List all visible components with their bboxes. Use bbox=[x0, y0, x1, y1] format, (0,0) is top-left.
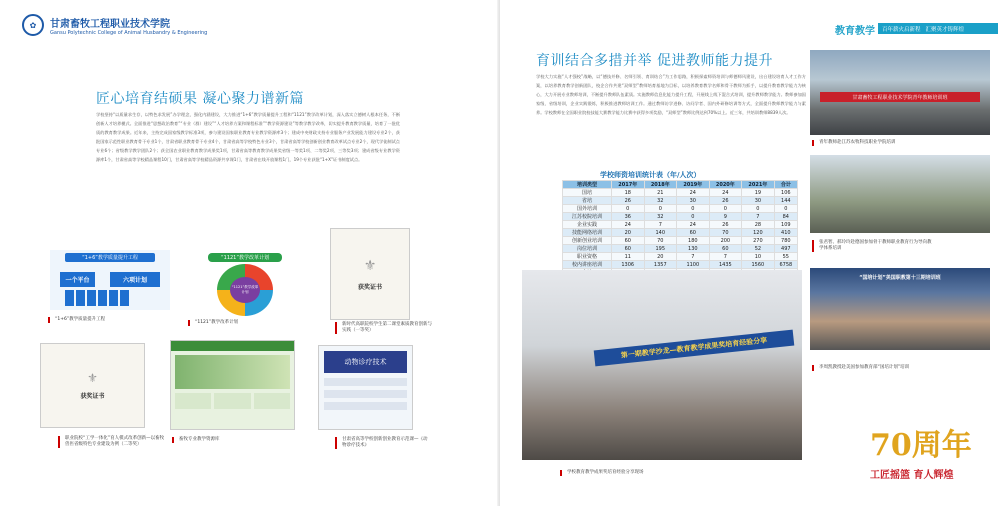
table-header-cell: 2017年 bbox=[611, 181, 644, 189]
table-cell: 200 bbox=[709, 237, 742, 245]
caption-fig2: “1121”教学改革计划 bbox=[188, 320, 298, 326]
table-cell: 24 bbox=[709, 189, 742, 197]
table-cell: 0 bbox=[677, 213, 710, 221]
table-row bbox=[563, 237, 798, 245]
caption-fig6: 甘肃省高等学校创新创业教育示范课—《动物诊疗技术》 bbox=[335, 437, 430, 449]
right-page bbox=[500, 0, 1000, 506]
table-cell: 职业资格 bbox=[563, 253, 612, 261]
table-cell: 32 bbox=[644, 197, 677, 205]
table-cell: 106 bbox=[774, 189, 797, 197]
table-cell: 企业实践 bbox=[563, 221, 612, 229]
photo3-banner: “国培计划”美国职教第十三期培训班 bbox=[859, 275, 941, 281]
table-cell: 10 bbox=[742, 253, 775, 261]
table-cell: 6758 bbox=[774, 261, 797, 269]
table-row bbox=[563, 221, 798, 229]
table-row bbox=[563, 205, 798, 213]
table-cell: 0 bbox=[677, 205, 710, 213]
emblem-icon: ⚜ bbox=[87, 371, 98, 385]
anniversary-slogan: 工匠摇篮 育人辉煌 bbox=[870, 470, 954, 481]
table-cell: 7 bbox=[742, 213, 775, 221]
table-header-cell: 2018年 bbox=[644, 181, 677, 189]
table-header-cell: 2019年 bbox=[677, 181, 710, 189]
table-cell: 0 bbox=[644, 205, 677, 213]
table-cell: 84 bbox=[774, 213, 797, 221]
table-cell: 24 bbox=[677, 189, 710, 197]
certificate-1-title: 获奖证书 bbox=[357, 283, 382, 291]
header-tag-1: 百年薪火启新程 bbox=[882, 26, 921, 33]
table-cell: 26 bbox=[709, 221, 742, 229]
right-paragraph: 学校大力实施“人才强校”战略，以“德技并修、名师引领、育训结合”为工作思路，积极探索师资培训与师德师风建设，出台建设培育人才工作方案，以培养教育教学创新团队，校企合作共建“双师型”教师培育基地为目标，以培养教育教学名师和骨干教师为抓手，以提升教育教学能力为核心，大力开展专业教师培训，不断提升教师队伍素质。实施教师信息化能力提升工程，开展线上线下混合式培训，提升教师教学能力。教师参加国家级、省级培训，企业实践锻炼，积极推进教师培训工作。通过教师访学进修、访问学者、国内外研修培训等方式，全面提升教师教学能力与素养。学校教师在全国职业院校技能大赛教学能力比赛中获得多项奖励，“双师型”教师比例达到70%以上。近三年，共培训教师8839人次。 bbox=[536, 74, 806, 115]
table-cell: 0 bbox=[774, 205, 797, 213]
table-cell: 32 bbox=[644, 213, 677, 221]
school-logo bbox=[22, 14, 207, 36]
table-row bbox=[563, 189, 798, 197]
school-name: 甘肃畜牧工程职业技术学院 bbox=[50, 18, 170, 30]
table-header-cell: 培训类型 bbox=[563, 181, 612, 189]
photo1-banner: 甘肃畜牧工程职业技术学院青年教师培训班 bbox=[820, 92, 980, 102]
table-cell: 180 bbox=[677, 237, 710, 245]
photo-germany-training bbox=[810, 155, 990, 233]
left-paragraph: 学校坚持“以质量求生存，以特色求发展”办学理念，强化内涵建设，大力推进“1+6”教学质量提升工程和“1121”教学改革计划，深入落实立德树人根本任务，不断创新人才培养模式。全面推进“思想政治教育”“专业（群）建设”“人才培养方案和课程标准”“教学资源建设”等教学教学改革，切实提升教育教学质量，培育了一批优质的教育教学成果。近年来，主持完成国家级教学标准3项，参与建设国家职业教育专业教学资源库3个；建成中央财政支持专业服务产业发展能力建设专业2个，获批国家示范性职业教育骨干专业1个，甘肃省职业教育骨干专业4个，甘肃省高等学校特色专业3个，甘肃省高等学校创新创业教育改革试点专业2个，现代学徒制试点专业6个；省级教学教学团队2个；获全国农业职业教育教学成果奖1项，甘肃省高等教育教学成果奖省级一等奖1项、二等奖2项、三等奖3项；建成省级专业教学资源库1个，甘肃省高等学校精品课程10门，甘肃省高等学校精品资源共享课1门，甘肃省在线开放课程1门，19个专业获批“1+X”证书制度试点。 bbox=[96, 112, 400, 162]
table-cell: 52 bbox=[742, 245, 775, 253]
table-cell: 18 bbox=[611, 189, 644, 197]
emblem-icon: ⚜ bbox=[363, 257, 377, 274]
table-cell: 109 bbox=[774, 221, 797, 229]
table-cell: 校内讲座培训 bbox=[563, 261, 612, 269]
certificate-2-title: 获奖证书 bbox=[80, 393, 105, 400]
table-cell: 780 bbox=[774, 237, 797, 245]
caption-fig5: 畜牧专业教学资源库 bbox=[172, 437, 267, 443]
table-cell: 技能网络培训 bbox=[563, 229, 612, 237]
table-row bbox=[563, 253, 798, 261]
figure-box-platform: 一个平台 bbox=[60, 272, 95, 287]
table-cell: 60 bbox=[611, 237, 644, 245]
table-header-cell: 2020年 bbox=[709, 181, 742, 189]
table-cell: 9 bbox=[709, 213, 742, 221]
table-cell: 24 bbox=[677, 221, 710, 229]
photo4-banner: 第一期教学沙龙—教育教学成果奖培育经验分享 bbox=[594, 330, 795, 367]
table-cell: 30 bbox=[677, 197, 710, 205]
table-cell: 19 bbox=[742, 189, 775, 197]
right-section-title: 育训结合多措并举 促进教师能力提升 bbox=[536, 53, 773, 69]
table-row bbox=[563, 245, 798, 253]
table-header-cell: 2021年 bbox=[742, 181, 775, 189]
course-screenshot bbox=[318, 345, 413, 430]
resource-library-screenshot bbox=[170, 340, 295, 430]
table-cell: 1306 bbox=[611, 261, 644, 269]
table-row bbox=[563, 229, 798, 237]
figure-1121 bbox=[190, 250, 300, 318]
caption-photo1: 青年教师赴江苏农牧科技职业学院培训 bbox=[812, 140, 992, 146]
table-cell: 0 bbox=[709, 205, 742, 213]
table-cell: 1560 bbox=[742, 261, 775, 269]
table-cell: 20 bbox=[644, 253, 677, 261]
table-cell: 70 bbox=[644, 237, 677, 245]
header-label: 教育教学 bbox=[835, 26, 875, 37]
table-cell: 7 bbox=[677, 253, 710, 261]
table-cell: 1100 bbox=[677, 261, 710, 269]
anniversary-number: 70周年 bbox=[870, 428, 972, 463]
caption-photo2: 张君智、郝玲玲赴德国参加骨干教师职业教育行为导向教学体系培训 bbox=[812, 240, 932, 252]
school-emblem-icon: ✿ bbox=[22, 14, 44, 36]
table-row bbox=[563, 213, 798, 221]
table-cell: 7 bbox=[709, 253, 742, 261]
table-cell: 0 bbox=[742, 205, 775, 213]
photo-teaching-salon bbox=[522, 270, 802, 460]
table-cell: 28 bbox=[742, 221, 775, 229]
caption-photo4: 学校教育教学成果奖培育经验分享现场 bbox=[560, 470, 720, 476]
table-cell: 1357 bbox=[644, 261, 677, 269]
table-title: 学校师资培训统计表（年/人次） bbox=[600, 171, 701, 179]
photo-us-training bbox=[810, 268, 990, 350]
table-cell: 创新创业培训 bbox=[563, 237, 612, 245]
caption-fig3: 新时代高职院校学生第二课堂素质教育创新与实践（一等奖） bbox=[335, 322, 435, 334]
table-cell: 144 bbox=[774, 197, 797, 205]
table-cell: 60 bbox=[611, 245, 644, 253]
certificate-2 bbox=[40, 343, 145, 428]
left-section-title: 匠心培育结硕果 凝心聚力谱新篇 bbox=[96, 91, 304, 107]
photo-group-training bbox=[810, 50, 990, 135]
school-name-en: Gansu Polytechnic College of Animal Husbandry & Engineering bbox=[50, 29, 208, 36]
table-cell: 410 bbox=[774, 229, 797, 237]
table-cell: 497 bbox=[774, 245, 797, 253]
table-row bbox=[563, 261, 798, 269]
table-cell: 1435 bbox=[709, 261, 742, 269]
table-cell: 120 bbox=[742, 229, 775, 237]
table-cell: 20 bbox=[611, 229, 644, 237]
table-cell: 195 bbox=[644, 245, 677, 253]
training-stats-table bbox=[562, 180, 798, 277]
caption-fig4: 职业院校“工学一体化”育人模式改革创新—以畜牧兽医省级特色专业建设为例（二等奖） bbox=[58, 436, 168, 448]
table-cell: 130 bbox=[677, 245, 710, 253]
table-header-row bbox=[563, 181, 798, 189]
header-tag-2: 汇聚英才铸辉煌 bbox=[925, 26, 965, 33]
figure-1121-title: “1121”教学改革计划 bbox=[208, 253, 282, 262]
table-cell: 省培 bbox=[563, 197, 612, 205]
course-banner: 动物诊疗技术 bbox=[324, 351, 407, 373]
table-cell: 36 bbox=[611, 213, 644, 221]
figure-1plus6 bbox=[50, 250, 170, 310]
table-cell: 30 bbox=[742, 197, 775, 205]
table-cell: 24 bbox=[611, 221, 644, 229]
caption-photo3: 李周凯教授赴美国参加教育部“国培计划”培训 bbox=[812, 365, 962, 371]
table-cell: 国外培训 bbox=[563, 205, 612, 213]
table-header-cell: 合计 bbox=[774, 181, 797, 189]
caption-fig1: “1+6”教学质量提升工程 bbox=[48, 317, 173, 323]
table-cell: 11 bbox=[611, 253, 644, 261]
table-cell: 21 bbox=[644, 189, 677, 197]
figure-box-plans: 六项计划 bbox=[110, 272, 160, 287]
table-cell: 55 bbox=[774, 253, 797, 261]
table-cell: 江苏校院培训 bbox=[563, 213, 612, 221]
table-cell: 26 bbox=[709, 197, 742, 205]
table-cell: 26 bbox=[611, 197, 644, 205]
figure-1121-center: “1121”教学改革计划 bbox=[230, 277, 260, 303]
table-cell: 70 bbox=[709, 229, 742, 237]
table-cell: 270 bbox=[742, 237, 775, 245]
table-cell: 140 bbox=[644, 229, 677, 237]
table-cell: 岗位培训 bbox=[563, 245, 612, 253]
table-cell: 0 bbox=[611, 205, 644, 213]
anniversary-logo bbox=[870, 420, 990, 490]
table-cell: 7 bbox=[644, 221, 677, 229]
figure-1plus6-title: “1+6”教学质量提升工程 bbox=[65, 253, 155, 262]
table-cell: 60 bbox=[709, 245, 742, 253]
table-row bbox=[563, 197, 798, 205]
table-cell: 60 bbox=[677, 229, 710, 237]
table-cell: 国培 bbox=[563, 189, 612, 197]
certificate-1 bbox=[330, 228, 410, 320]
